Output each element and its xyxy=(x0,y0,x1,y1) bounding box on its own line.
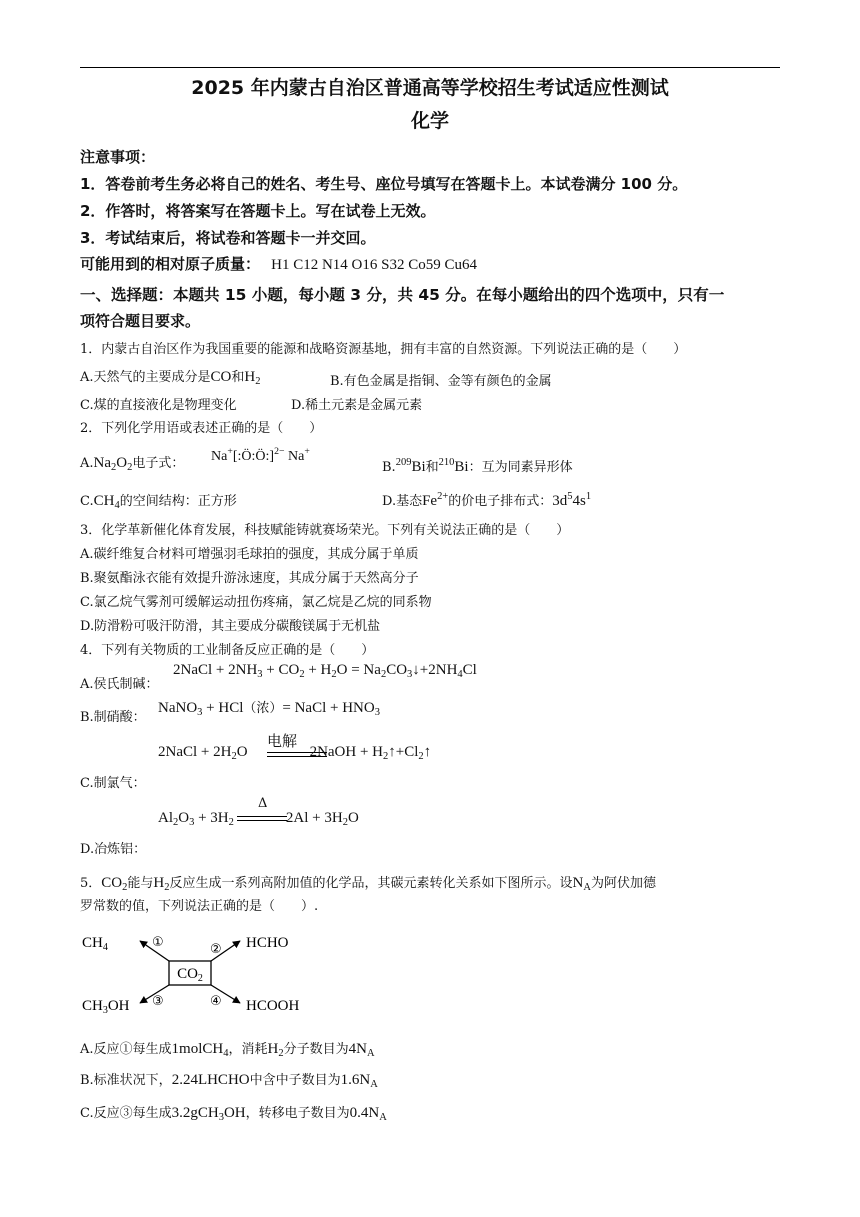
center-co2: $CO_2$ xyxy=(177,966,203,984)
q3-option-b: B.聚氨酯泳衣能有效提升游泳速度，其成分属于天然高分子 xyxy=(80,571,419,586)
q5-b-text-2: 中含中子数目为 xyxy=(249,1073,341,1088)
atomic-mass-line xyxy=(80,253,477,274)
q5-c-text-2: ，转移电子数目为 xyxy=(245,1106,350,1121)
q5-a-text-1: A.反应①每生成 xyxy=(80,1042,172,1057)
equation-aluminum: $Al_2O_3 + 3H_2$ $2Al + 3H_2O$ xyxy=(158,810,359,828)
q5-stem xyxy=(80,872,656,893)
label-1: ① xyxy=(152,935,164,950)
isotope-bi209: $^{209}$Bi xyxy=(395,457,426,475)
formula-h2: $H_2$ xyxy=(267,1041,284,1059)
q5-a-text-3: 分子数目为 xyxy=(283,1042,349,1057)
notice-heading: 注意事项： xyxy=(80,148,156,166)
q5-a-text-2: ，消耗 xyxy=(228,1042,268,1057)
section-heading-line2: 项符合题目要求。 xyxy=(80,312,201,330)
equation-hou-process: 2NaCl + $2NH_3 + CO_2 + H_2O$ = $Na_2CO_3↓+2NH_4Cl$ xyxy=(173,662,477,680)
symbol-na: $N_A$ xyxy=(572,875,591,893)
condition-heat: Δ xyxy=(258,796,268,811)
value-4na: $4N_A$ xyxy=(348,1041,375,1059)
q2-a-text: 电子式： xyxy=(132,456,185,471)
q3-stem: 3．化学革新催化体育发展，科技赋能铸就赛场荣光。下列有关说法正确的是（ ） xyxy=(80,523,570,538)
q1-stem: 1．内蒙古自治区作为我国重要的能源和战略资源基地，拥有丰富的自然资源。下列说法正确的是（ ） xyxy=(80,342,687,357)
q4-b-label: B.制硝酸： xyxy=(80,710,146,725)
q5-stem-line2: 罗常数的值，下列说法正确的是（ ）. xyxy=(80,899,319,914)
product-ch3oh: $CH_3OH$ xyxy=(82,998,130,1016)
electron-config: $3d^54s^1$ xyxy=(552,491,592,509)
q5-number: 5． xyxy=(80,876,102,891)
q5-c-text-1: C.反应③每生成 xyxy=(80,1106,172,1121)
q2-d-text: 的价电子排布式： xyxy=(448,494,553,509)
formula-1molch4: 1molCH$_4$ xyxy=(171,1041,229,1059)
notice-item-1: 1．答卷前考生务必将自己的姓名、考生号、座位号填写在答题卡上。本试卷满分 100 分。 xyxy=(80,175,688,193)
q2-option-c xyxy=(80,490,237,511)
q2-c-label: C. xyxy=(80,494,94,509)
q4-stem: 4．下列有关物质的工业制备反应正确的是（ ） xyxy=(80,643,375,658)
formula-fe2plus: $Fe^{2+}$ xyxy=(422,491,449,509)
product-ch4: $CH_4$ xyxy=(82,935,108,953)
label-4: ④ xyxy=(210,994,222,1009)
formula-h2: $H_2$ xyxy=(244,369,261,387)
notice-item-2: 2．作答时，将答案写在答题卡上。写在试卷上无效。 xyxy=(80,202,436,220)
q2-a-label: A. xyxy=(80,456,94,471)
top-rule xyxy=(80,67,780,68)
q4-c-label: C.制氯气： xyxy=(80,776,146,791)
exam-title: 2025 年内蒙古自治区普通高等学校招生考试适应性测试 xyxy=(191,77,669,99)
q2-b-and: 和 xyxy=(425,460,439,475)
equation-chlorine: 2NaCl + $2H_2O$ 2NaOH + $H_2↑+Cl_2↑$ xyxy=(158,744,432,762)
q1-a-text: A.天然气的主要成分是 xyxy=(80,370,211,385)
subject-title: 化学 xyxy=(410,110,449,132)
q5-b-text-1: B.标准状况下， xyxy=(80,1073,172,1088)
q2-b-text: ：互为同素异形体 xyxy=(468,460,573,475)
carbon-conversion-diagram xyxy=(82,928,322,1018)
value-0-4na: $0.4N_A$ xyxy=(349,1105,387,1123)
label-3: ③ xyxy=(152,994,164,1009)
formula-h2: $H_2$ xyxy=(153,875,170,893)
q4-a-label: A.侯氏制碱： xyxy=(80,677,159,692)
q3-option-c: C.氯乙烷气雾剂可缓解运动扭伤疼痛，氯乙烷是乙烷的同系物 xyxy=(80,595,432,610)
q5-option-b xyxy=(80,1069,378,1090)
q2-b-label: B. xyxy=(382,460,396,475)
equation-nitric-acid: NaNO$_3$ + HCl（浓）= NaCl + $HNO_3$ xyxy=(158,700,380,718)
q5-option-c xyxy=(80,1102,387,1123)
q2-stem: 2．下列化学用语或表述正确的是（ ） xyxy=(80,421,323,436)
q2-d-label: D.基态 xyxy=(382,494,423,509)
value-1-6na: $1.6N_A$ xyxy=(340,1072,378,1090)
formula-2-24lhcho: 2.24LHCHO xyxy=(171,1072,250,1088)
electron-formula-na2o2: Na+[:Ö:Ö:]$^{2-}$ Na+ xyxy=(211,446,310,464)
formula-co: CO xyxy=(210,369,232,385)
formula-ch4: $CH_4$ xyxy=(93,493,120,511)
q5-text-2: 反应生成一系列高附加值的化学品，其碳元素转化关系如下图所示。设 xyxy=(169,876,573,891)
q4-d-label: D.冶炼铝： xyxy=(80,842,147,857)
formula-co2: $CO_2$ xyxy=(101,875,128,893)
formula-3-2gch3oh: 3.2gCH$_3$OH xyxy=(171,1105,246,1123)
q1-option-d: D.稀土元素是金属元素 xyxy=(291,398,423,413)
atomic-mass-values: H1 C12 N14 O16 S32 Co59 Cu64 xyxy=(271,257,477,273)
q5-text-3: 为阿伏加德 xyxy=(590,876,656,891)
isotope-bi210: $^{210}$Bi xyxy=(438,457,469,475)
q1-option-a xyxy=(80,366,260,387)
label-2: ② xyxy=(210,942,222,957)
q3-option-a: A.碳纤维复合材料可增强羽毛球拍的强度，其成分属于单质 xyxy=(80,547,419,562)
atomic-mass-label: 可能用到的相对原子质量： xyxy=(80,255,261,273)
q2-option-a xyxy=(80,452,184,473)
q1-option-c: C.煤的直接液化是物理变化 xyxy=(80,398,237,413)
condition-electrolysis: 电解 xyxy=(267,732,298,750)
product-hcho: HCHO xyxy=(246,935,289,951)
q2-option-d xyxy=(382,490,591,510)
q3-option-d: D.防滑粉可吸汗防滑，其主要成分碳酸镁属于无机盐 xyxy=(80,619,381,634)
q1-option-b: B.有色金属是指铜、金等有颜色的金属 xyxy=(330,374,552,389)
section-heading-line1: 一、选择题：本题共 15 小题，每小题 3 分，共 45 分。在每小题给出的四个选项中，只有一 xyxy=(80,286,725,304)
notice-item-3: 3．考试结束后，将试卷和答题卡一并交回。 xyxy=(80,229,376,247)
q2-option-b xyxy=(382,456,573,476)
q5-option-a xyxy=(80,1038,375,1059)
q1-a-and: 和 xyxy=(231,370,245,385)
product-hcooh: HCOOH xyxy=(246,998,300,1014)
q2-c-text: 的空间结构：正方形 xyxy=(119,494,237,509)
q5-text-1: 能与 xyxy=(127,876,154,891)
formula-na2o2: $Na_2O_2$ xyxy=(93,455,133,473)
